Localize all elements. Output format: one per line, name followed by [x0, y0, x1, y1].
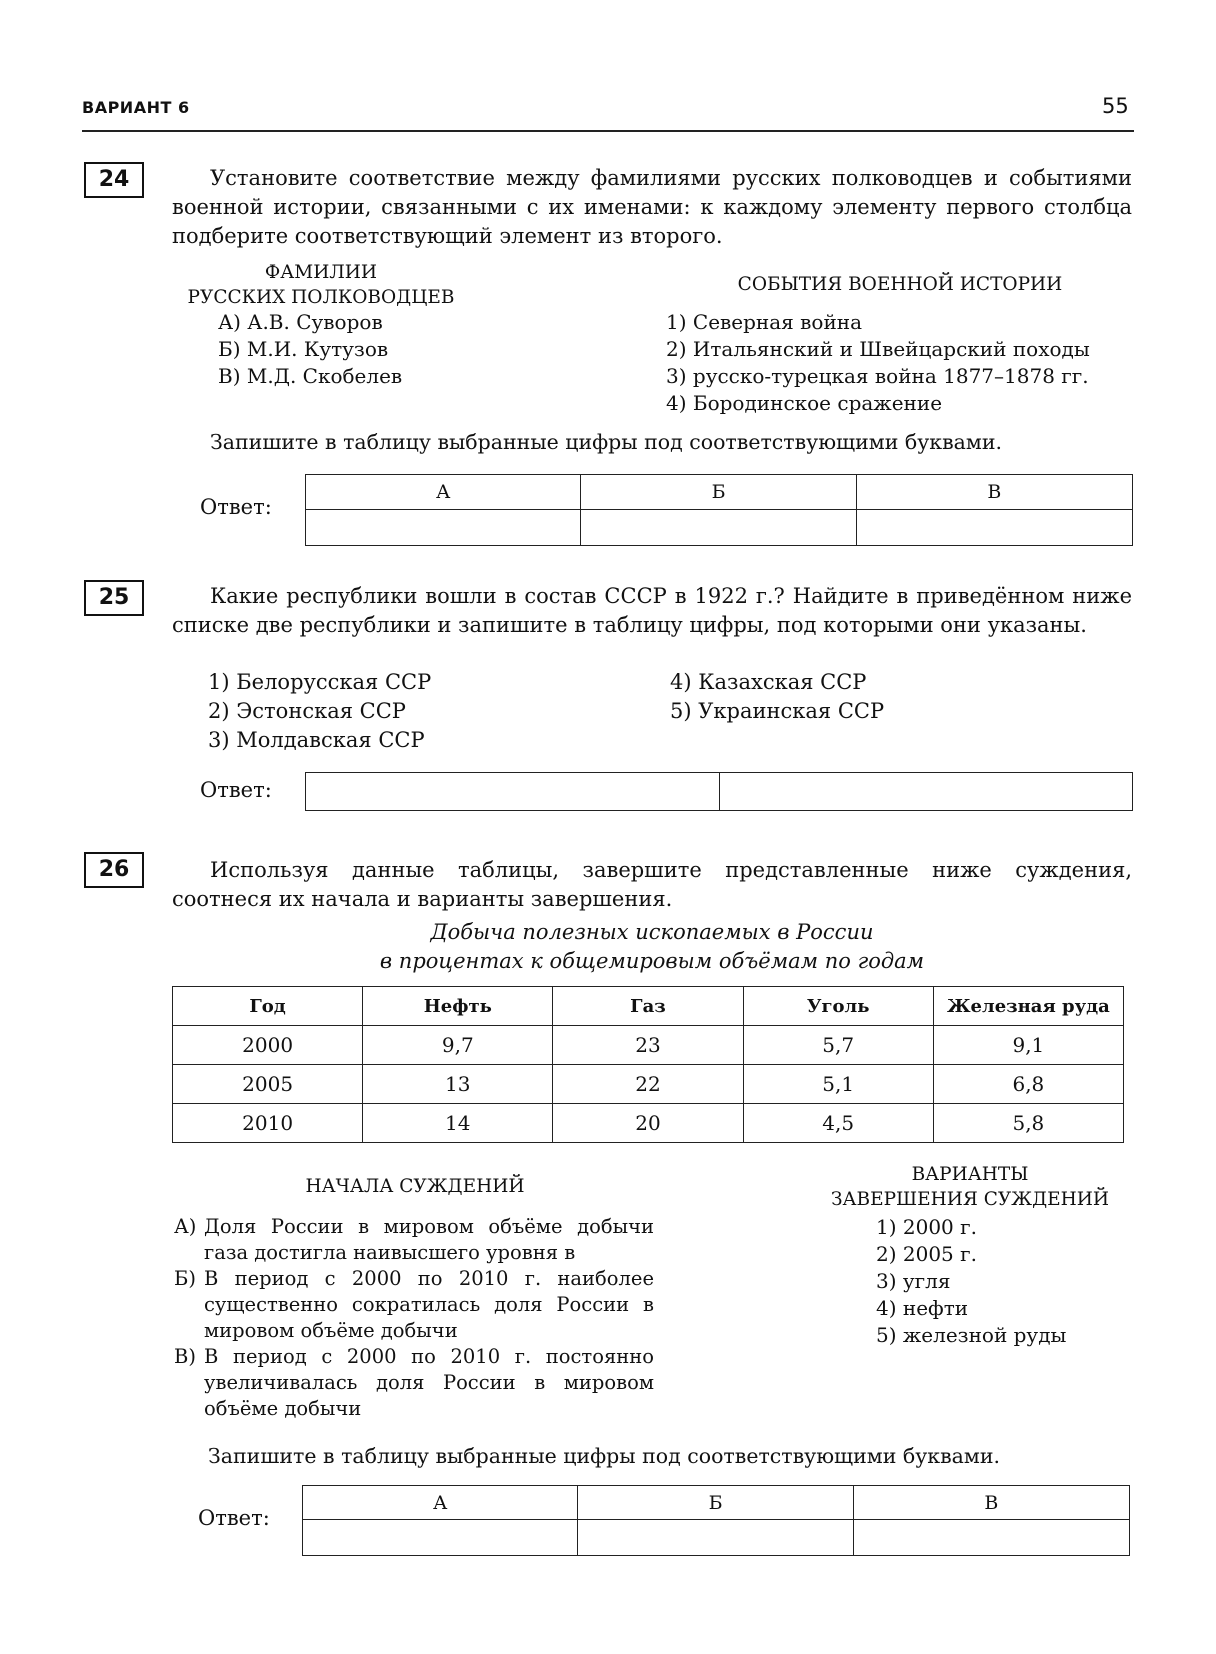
task-24-instruction: Запишите в таблицу выбранные цифры под соответствующими буквами.	[210, 430, 1003, 454]
task-24-answer-table	[305, 474, 1133, 546]
table-cell: 4,5	[743, 1104, 933, 1143]
answer-cell-a[interactable]	[303, 1520, 578, 1556]
column-header: Уголь	[743, 987, 933, 1026]
task-26-answer-table	[302, 1485, 1130, 1556]
list-item: 4) нефти	[876, 1296, 969, 1320]
answer-col-b: Б	[581, 475, 856, 510]
endings-heading: ВАРИАНТЫ ЗАВЕРШЕНИЯ СУЖДЕНИЙ	[830, 1164, 1110, 1210]
list-item: 4) Казахская ССР	[670, 670, 867, 694]
table-cell: 5,7	[743, 1026, 933, 1065]
table-cell: 9,1	[933, 1026, 1123, 1065]
table-cell: 5,8	[933, 1104, 1123, 1143]
task-24-right-heading: СОБЫТИЯ ВОЕННОЙ ИСТОРИИ	[737, 274, 1063, 295]
task-24-answer-label: Ответ:	[200, 495, 272, 519]
list-item: 1) 2000 г.	[876, 1215, 977, 1239]
answer-col-v: В	[853, 1486, 1129, 1520]
task-24-right-list	[666, 309, 1090, 417]
list-item: 3) Молдавская ССР	[208, 728, 425, 752]
answer-cell-b[interactable]	[581, 510, 856, 546]
answer-col-b: Б	[578, 1486, 853, 1520]
table-caption: Добыча полезных ископаемых в России в процентах к общемировым объёмам по годам	[379, 920, 925, 973]
list-item: 2) Итальянский и Швейцарский походы	[666, 337, 1090, 361]
answer-col-a: А	[306, 475, 581, 510]
task-25-answer-label: Ответ:	[200, 778, 272, 802]
table-cell: 6,8	[933, 1065, 1123, 1104]
task-26-text: Используя данные таблицы, завершите представленные ниже суждения, соотнеся их начала и варианты завершения.	[172, 858, 1132, 911]
list-item: 3) угля	[876, 1269, 951, 1293]
starts-list	[174, 1214, 654, 1422]
task-25-text: Какие республики вошли в состав СССР в 1922 г.? Найдите в приведённом ниже списке две республики и запишите в таблицу цифры, под которыми они указаны.	[172, 584, 1132, 637]
answer-cell-1[interactable]	[306, 773, 720, 811]
task-26-instruction: Запишите в таблицу выбранные цифры под соответствующими буквами.	[208, 1444, 1001, 1468]
table-cell: 2010	[173, 1104, 363, 1143]
answer-cell-v[interactable]	[856, 510, 1132, 546]
table-cell: 2000	[173, 1026, 363, 1065]
table-cell: 5,1	[743, 1065, 933, 1104]
list-item: А) А.В. Суворов	[218, 310, 383, 334]
list-item: 4) Бородинское сражение	[666, 391, 943, 415]
table-row	[173, 1104, 1124, 1143]
table-row	[173, 1065, 1124, 1104]
table-cell: 14	[363, 1104, 553, 1143]
answer-cell-2[interactable]	[719, 773, 1133, 811]
list-item: 5) Украинская ССР	[670, 699, 885, 723]
column-header: Нефть	[363, 987, 553, 1026]
task-25-number: 25	[84, 580, 144, 616]
task-26-answer-label: Ответ:	[198, 1506, 270, 1530]
list-item: 2) 2005 г.	[876, 1242, 977, 1266]
list-item: Б) М.И. Кутузов	[218, 337, 389, 361]
header-divider	[82, 130, 1134, 132]
task-25-left-list	[208, 668, 431, 755]
task-25-right-list	[670, 668, 884, 726]
page-number: 55	[1102, 94, 1129, 118]
list-item: А) Доля России в мировом объёме добычи газа достигла наивысшего уровня в	[174, 1215, 654, 1264]
column-header: Газ	[553, 987, 743, 1026]
column-header: Год	[173, 987, 363, 1026]
task-24-number: 24	[84, 162, 144, 198]
table-cell: 9,7	[363, 1026, 553, 1065]
task-24-left-list	[218, 309, 402, 390]
list-item: 2) Эстонская ССР	[208, 699, 406, 723]
table-row	[173, 1026, 1124, 1065]
task-24-text: Установите соответствие между фамилиями русских полководцев и событиями военной истории, связанными с их именами: к каждому элементу первого столбца подберите соответствующий элемент из второго.	[172, 166, 1132, 248]
table-cell: 20	[553, 1104, 743, 1143]
list-item: 3) русско-турецкая война 1877–1878 гг.	[666, 364, 1089, 388]
answer-col-a: А	[303, 1486, 578, 1520]
table-cell: 22	[553, 1065, 743, 1104]
table-header-row	[173, 987, 1124, 1026]
variant-label: ВАРИАНТ 6	[82, 98, 190, 117]
answer-cell-v[interactable]	[853, 1520, 1129, 1556]
table-cell: 13	[363, 1065, 553, 1104]
list-item: В) В период с 2000 по 2010 г. постоянно увеличивалась доля России в мировом объёме добычи	[174, 1345, 654, 1420]
answer-cell-b[interactable]	[578, 1520, 853, 1556]
list-item: Б) В период с 2000 по 2010 г. наиболее существенно сократилась доля России в мировом объёме добычи	[174, 1267, 654, 1342]
column-header: Железная руда	[933, 987, 1123, 1026]
list-item: 1) Белорусская ССР	[208, 670, 432, 694]
task-25-answer-table	[305, 772, 1133, 811]
task-24-left-heading: ФАМИЛИИ РУССКИХ ПОЛКОВОДЦЕВ	[187, 262, 455, 308]
mining-data-table	[172, 986, 1124, 1143]
list-item: В) М.Д. Скобелев	[218, 364, 403, 388]
list-item: 5) железной руды	[876, 1323, 1067, 1347]
answer-cell-a[interactable]	[306, 510, 581, 546]
table-cell: 23	[553, 1026, 743, 1065]
table-cell: 2005	[173, 1065, 363, 1104]
list-item: 1) Северная война	[666, 310, 863, 334]
answer-col-v: В	[856, 475, 1132, 510]
endings-list	[876, 1214, 1066, 1349]
task-26-number: 26	[84, 852, 144, 888]
starts-heading: НАЧАЛА СУЖДЕНИЙ	[305, 1176, 525, 1197]
